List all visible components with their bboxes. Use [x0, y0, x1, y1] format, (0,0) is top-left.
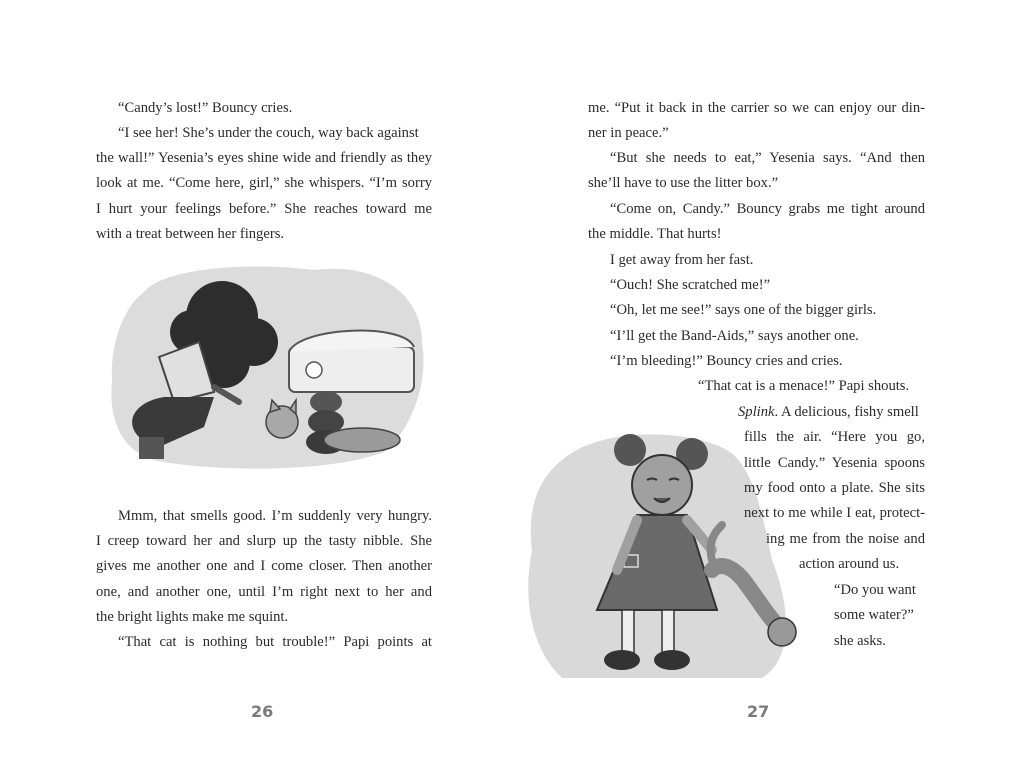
- right-line-11: “I’m bleeding!” Bouncy cries and cries.: [610, 353, 843, 369]
- right-line-13: [738, 400, 919, 425]
- right-line-5: “Come on, Candy.” Bouncy grabs me tight around: [610, 201, 925, 217]
- girl-feeding-cat-under-couch-illustration: [104, 262, 430, 472]
- left-p3-line-1: Mmm, that smells good. I’m suddenly very hungry.: [118, 508, 432, 524]
- right-line-13-rest: . A delicious, fishy smell: [774, 404, 919, 420]
- right-line-1: me. “Put it back in the carrier so we can enjoy our din-: [588, 100, 925, 116]
- right-line-7: I get away from her fast.: [610, 252, 754, 268]
- right-line-2: ner in peace.”: [588, 125, 669, 141]
- left-p3-line-2: I creep toward her and slurp up the tasty nibble. She: [96, 533, 432, 549]
- right-line-17: next to me while I eat, protect-: [744, 505, 925, 521]
- right-line-15: little Candy.” Yesenia spoons: [744, 455, 925, 471]
- right-line-6: the middle. That hurts!: [588, 226, 722, 242]
- page-number: 26: [251, 702, 274, 721]
- left-p2-line-1: “I see her! She’s under the couch, way back against: [118, 125, 419, 141]
- left-p4-line-1: “That cat is nothing but trouble!” Papi points at: [118, 634, 432, 650]
- left-p2-line-2: the wall!” Yesenia’s eyes shine wide and friendly as they: [96, 150, 432, 166]
- page-number: 27: [747, 702, 770, 721]
- left-p2-line-3: look at me. “Come here, girl,” she whispers. “I’m sorry: [96, 175, 432, 191]
- right-line-21: some water?”: [834, 607, 914, 623]
- right-line-9: “Oh, let me see!” says one of the bigger girls.: [610, 302, 877, 318]
- left-p2-line-5: with a treat between her fingers.: [96, 226, 285, 242]
- right-line-18: ing me from the noise and: [766, 531, 925, 547]
- right-line-8: “Ouch! She scratched me!”: [610, 277, 771, 293]
- left-p2-line-4: I hurt your feelings before.” She reaches toward me: [96, 201, 432, 217]
- left-p3-line-4: one, and another one, until I’m right next to her and: [96, 584, 432, 600]
- right-line-4: she’ll have to use the litter box.”: [588, 175, 779, 191]
- right-line-14: fills the air. “Here you go,: [744, 429, 925, 445]
- right-line-12: “That cat is a menace!” Papi shouts.: [698, 378, 910, 394]
- left-p1-line-1: “Candy’s lost!” Bouncy cries.: [118, 100, 293, 116]
- right-line-20: “Do you want: [834, 582, 916, 598]
- sound-effect-word: Splink: [738, 404, 775, 420]
- left-p3-line-3: gives me another one and I come closer. Then another: [96, 558, 432, 574]
- right-line-22: she asks.: [834, 633, 886, 649]
- left-p3-line-5: the bright lights make me squint.: [96, 609, 289, 625]
- right-line-16: my food onto a plate. She sits: [744, 480, 925, 496]
- right-page: [510, 0, 1020, 773]
- right-line-10: “I’ll get the Band-Aids,” says another one.: [610, 328, 859, 344]
- right-line-19: action around us.: [799, 556, 900, 572]
- right-line-3: “But she needs to eat,” Yesenia says. “And then: [610, 150, 925, 166]
